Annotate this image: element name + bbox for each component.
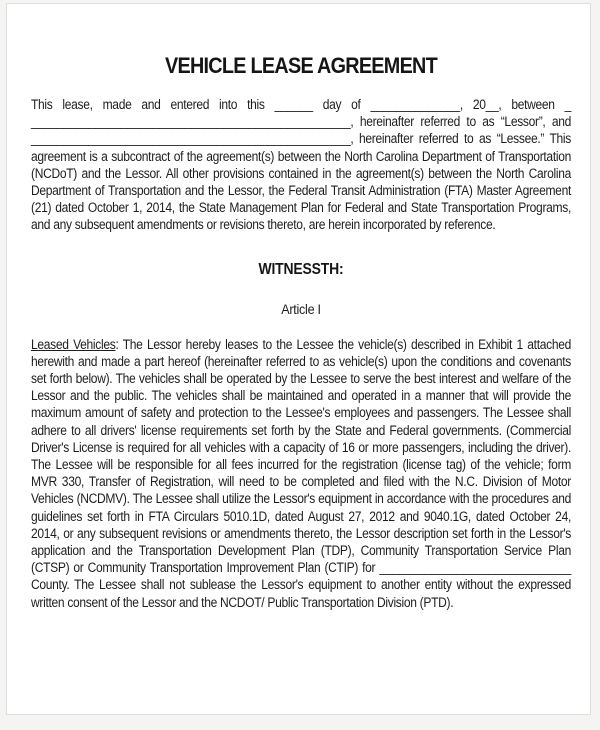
document-content	[31, 53, 571, 611]
blank-county-field: ______________________________	[379, 560, 571, 576]
document-page	[6, 3, 591, 715]
intro-text-lessor-ref: , hereinafter referred to as “Lessor”, and	[350, 114, 571, 130]
blank-lessor-name-lead: _	[564, 97, 571, 112]
blank-year-field: __	[485, 97, 499, 112]
intro-paragraph	[31, 96, 571, 234]
intro-text-day-of: day of	[312, 97, 371, 112]
intro-text-year-prefix: , 20	[459, 97, 486, 112]
article-1-closing-text: County. The Lessee shall not sublease the Lessor's equipment to another entity without the expressed written consent of the Lessor and the NCDOT/ Public Transportation Division (PTD).	[31, 577, 571, 610]
intro-text-body: , hereinafter referred to as “Lessee.” This agreement is a subcontract of the agreement(s) between the North Carolina Department of Transportation (NCDoT) and the Lessor. All other provisions contained in the agreement(s) between the North Carolina Department of Transportation and the Lessor, the Federal Transit Administration (FTA) Master Agreement (21) dated October 1, 2014, the State Management Plan for Federal and State Transportation Programs, and any subsequent amendments or revisions thereto, are herein incorporated by reference.	[31, 131, 571, 233]
blank-lessor-name-field: __________________________________________________	[31, 114, 351, 130]
blank-month-field: ______________	[370, 97, 460, 112]
article-1-heading: Article I	[281, 300, 321, 317]
blank-lessee-name-field: __________________________________________________	[31, 131, 351, 147]
document-title: VEHICLE LEASE AGREEMENT	[164, 53, 438, 78]
intro-text-between: , between	[498, 97, 565, 112]
blank-day-field: ______	[274, 97, 313, 112]
intro-text-lead: This lease, made and entered into this	[31, 97, 275, 112]
witnesseth-heading: WITNESSTH:	[258, 260, 344, 278]
leased-vehicles-term: Leased Vehicles	[31, 336, 116, 352]
article-1-text: : The Lessor hereby leases to the Lessee the vehicle(s) described in Exhibit 1 attached herewith and made a part hereof (hereinafter referred to as vehicle(s) upon the conditions and covenants set forth below). The vehicles shall be operated by the Lessee to serve the best interest and welfare of the Lessor and the public. The vehicles shall be maintained and operated in a manner that will provide the maximum amount of safety and protection to the Lessee's employees and passengers. The Lessee shall adhere to all drivers' license requirements set forth by the State and Federal governments. (Commercial Driver's License is required for all vehicles with a capacity of 16 or more passengers, including the driver). The Lessee will be responsible for all fees incurred for the registration (license tag) of the vehicle; form MVR 330, Transfer of Registration, will need to be completed and filed with the N.C. Division of Motor Vehicles (NCDMV). The Lessee shall utilize the Lessor's equipment in accordance with the procedures and guidelines set forth in FTA Circulars 5010.1D, dated August 27, 2012 and 9040.1G, dated October 24, 2014, or any subsequent revisions or amendments thereto, the Lessor description set forth in the Lessor's application and the Transportation Development Plan (TDP), Community Transportation Service Plan (CTSP) or Community Transportation Improvement Plan (CTIP) for	[31, 336, 571, 576]
article-1-paragraph	[31, 336, 571, 611]
